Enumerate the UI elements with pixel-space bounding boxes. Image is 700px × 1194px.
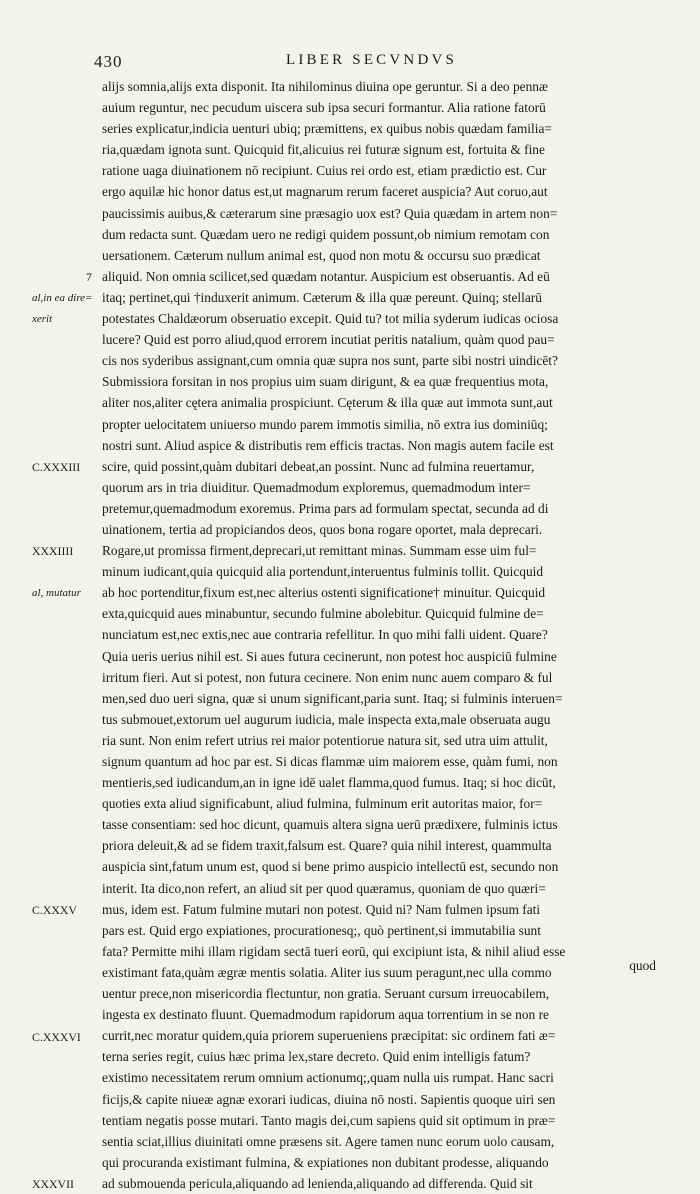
text-line: pars est. Quid ergo expiationes, procurationesq;, quò pertinent,si immutabilia sunt bbox=[102, 922, 541, 938]
text-line: nunciatum est,nec extis,nec aue contraria refellitur. In quo mihi falli uident. Quare? bbox=[102, 627, 548, 643]
text-line: mentieris,sed iudicandum,an in igne idē ualet flamma,quod fumus. Itaq; si hoc dicūt, bbox=[102, 775, 556, 791]
text-line: exta,quicquid aues minabuntur, secundo fulmine abolebitur. Quicquid fulmine de= bbox=[102, 606, 544, 622]
text-line: ratione uaga diuinationem nō recipiunt. Cuius rei ordo est, etiam prædictio est. Cur bbox=[102, 163, 547, 179]
text-line: ad submouenda pericula,aliquando ad lenienda,aliquando ad differenda. Quid sit bbox=[102, 1175, 533, 1191]
text-line: uinationem, tertia ad propiciandos deos, quos bona rogare oportet, mala deprecari. bbox=[102, 521, 543, 537]
margin-note: XXXIIII bbox=[32, 544, 74, 559]
text-line: quoties exta aliud significabunt, aliud fulmina, fulminum erit autoritas maior, for= bbox=[102, 796, 543, 812]
catchword: quod bbox=[629, 958, 656, 973]
text-line: nostri sunt. Aliud aspice & distributis rem efficis tractas. Non magis autem facile est bbox=[102, 437, 554, 453]
body-text bbox=[102, 76, 657, 1194]
margin-note: C.XXXV bbox=[32, 902, 77, 917]
text-line: quorum ars in tria diuiditur. Quemadmodum exploremus, quemadmodum inter= bbox=[102, 479, 531, 495]
text-line: ficijs,& capite niueæ agnæ exorari iudicas, diuina nō nosti. Sapientis quoque uiri sen bbox=[102, 1091, 556, 1107]
margin-note: al, mutatur bbox=[32, 587, 81, 600]
text-line: tasse consentiam: sed hoc dicunt, quamuis altera signa uerū prædixere, fulminis ictus bbox=[102, 817, 558, 833]
text-line: series explicatur,indicia uenturi ubiq; præmittens, ex quibus nobis quædam familia= bbox=[102, 121, 552, 137]
text-line: alijs somnia,alijs exta disponit. Ita nihilominus diuina ope geruntur. Si a deo pennæ bbox=[102, 79, 548, 94]
text-line: aliter nos,aliter cętera animalia prospiciunt. Cęterum & illa quæ aut immota sunt,aut bbox=[102, 395, 553, 411]
text-line: sentia sciat,illius diuinitati omne præsens sit. Agere tamen nunc eorum uolo causam, bbox=[102, 1133, 555, 1149]
text-line: propter uelocitatem uniuerso mundo parem immotis similia, nō extra ius dominiūq; bbox=[102, 416, 548, 432]
text-line: terna series regit, cuius hæc prima lex,stare decreto. Quid enim intelligis fatum? bbox=[102, 1049, 531, 1065]
text-line: ria sunt. Non enim refert utrius rei maior potentiorue natura sit, sed utra uim attulit, bbox=[102, 732, 548, 748]
margin-note: xerit bbox=[32, 313, 53, 326]
text-line: Quia ueris uerius nihil est. Si aues futura cecinerunt, non potest hoc auspiciū fulmine bbox=[102, 648, 557, 664]
text-line: fata? Permitte mihi illam rigidam sectā tueri eorū, qui excipiunt ista, & nihil aliud esse bbox=[102, 943, 566, 959]
text-line: paucissimis auibus,& cæterarum sine præsagio uox est? Quia quædam in artem non= bbox=[102, 205, 558, 221]
text-line: priora deleuit,& ad se fidem traxit,falsum est. Quare? quia nihil interest, quammulta bbox=[102, 838, 552, 854]
text-line: minum iudicant,quia quicquid alia portendunt,interuentus fulminis tollit. Quicquid bbox=[102, 564, 544, 580]
text-line: pretemur,quemadmodum exoremus. Prima pars ad formulam spectat, secunda ad di bbox=[102, 500, 549, 516]
text-line: aliquid. Non omnia scilicet,sed quædam notantur. Auspicium est obseruantis. Ad eū bbox=[102, 268, 550, 284]
text-line: lucere? Quid est porro aliud,quod errorem incutiat peritis natalium, quàm quod pau= bbox=[102, 332, 555, 348]
text-line: tentiam negatis posse mutari. Tanto magis dei,cum sapiens quid sit optimum in præ= bbox=[102, 1112, 556, 1128]
text-line: signum quantum ad hoc par est. Si dicas flammæ uim maiorem esse, quàm fumi, non bbox=[102, 754, 558, 769]
text-line: Rogare,ut promissa firment,deprecari,ut remittant minas. Summam esse uim ful= bbox=[102, 543, 537, 559]
text-line: scire, quid possint,quàm dubitari debeat,an possint. Nunc ad fulmina reuertamur, bbox=[102, 458, 535, 474]
text-line: cis nos syderibus assignant,cum omnia quæ supra nos sunt, parte sibi nostri uindicēt? bbox=[102, 353, 558, 369]
margin-note: al,in ea dire= bbox=[32, 292, 93, 304]
text-line: irritum fieri. Aut si potest, non futura cecinere. Non enim nunc auem comparo & ful bbox=[102, 669, 553, 685]
text-line: uentur prece,non misericordia flectuntur, non gratia. Seruant cursum irreuocabilem, bbox=[102, 986, 550, 1002]
text-line: Submissiora forsitan in nos propius uim suam dirigunt, & ea quæ frequentius mota, bbox=[102, 374, 549, 390]
text-line: ergo aquilæ hic honor datus est,ut magnarum rerum faceret auspicia? Aut coruo,aut bbox=[102, 184, 548, 200]
text-line: dum redacta sunt. Quædam uero ne redigi quidem possunt,ob nimium remotam con bbox=[102, 226, 550, 242]
text-line: itaq; pertinet,qui †induxerit animum. Cæterum & illa quæ pereunt. Quinq; stellarū bbox=[102, 289, 542, 305]
text-line: currit,nec moratur quidem,quia priorem superueniens præcipitat: sic ordinem fati æ= bbox=[102, 1028, 556, 1044]
text-line: ria,quædam ignota sunt. Quicquid fit,alicuius rei futuræ signum est, fortuita & fine bbox=[102, 142, 545, 158]
text-line: mus, idem est. Fatum fulmine mutari non potest. Quid ni? Nam fulmen ipsum fati bbox=[102, 901, 541, 917]
text-line: auspicia sint,fatum unum est, quod si bene primo auspicio intellectū est, secundo non bbox=[102, 859, 559, 875]
text-line: interit. Ita dico,non refert, an aliud sit per quod quæramus, quoniam de quo quæri= bbox=[102, 880, 546, 896]
text-line: existimo necessitatem rerum omnium actionumq;,quam nulla uis rumpat. Hanc sacri bbox=[102, 1070, 554, 1086]
page-number: 430 bbox=[94, 52, 123, 71]
margin-note: C.XXXVI bbox=[32, 1029, 81, 1044]
margin-note: C.XXXIII bbox=[32, 459, 81, 474]
text-line: potestates Chaldæorum obseruatio excepit. Quid tu? tot milia syderum iudicas ociosa bbox=[102, 311, 559, 327]
running-title: LIBER SECVNDVS bbox=[286, 52, 458, 68]
margin-note: 7 bbox=[86, 269, 92, 284]
text-line: ingesta ex destinato fluunt. Quemadmodum rapidorum aqua torrentium in se non re bbox=[102, 1007, 549, 1023]
text-line: auium reguntur, nec pecudum uiscera sub ipsa securi formantur. Alia ratione fatorū bbox=[102, 100, 546, 116]
text-line: uersationem. Cæterum nullum animal est, quod non motu & occursu suo prædicat bbox=[102, 247, 541, 263]
text-line: men,sed duo ueri signa, quæ si unum significant,paria sunt. Itaq; si fulminis interuen= bbox=[102, 690, 563, 706]
text-line: existimant fata,quàm ægræ mentis solatia. Aliter ius suum peragunt,nec ulla commo bbox=[102, 964, 552, 980]
text-line: qui procuranda existimant fulmina, & expiationes non dubitant prodesse, aliquando bbox=[102, 1154, 549, 1170]
margin-note: XXXVII bbox=[32, 1177, 74, 1192]
page-header bbox=[0, 52, 700, 74]
text-line: tus submouet,extorum uel augurum iudicia, male inspecta exta,male obseruata augu bbox=[102, 711, 551, 727]
text-line: ab hoc portenditur,fixum est,nec alterius ostenti significatione† minuitur. Quicquid bbox=[102, 585, 546, 601]
